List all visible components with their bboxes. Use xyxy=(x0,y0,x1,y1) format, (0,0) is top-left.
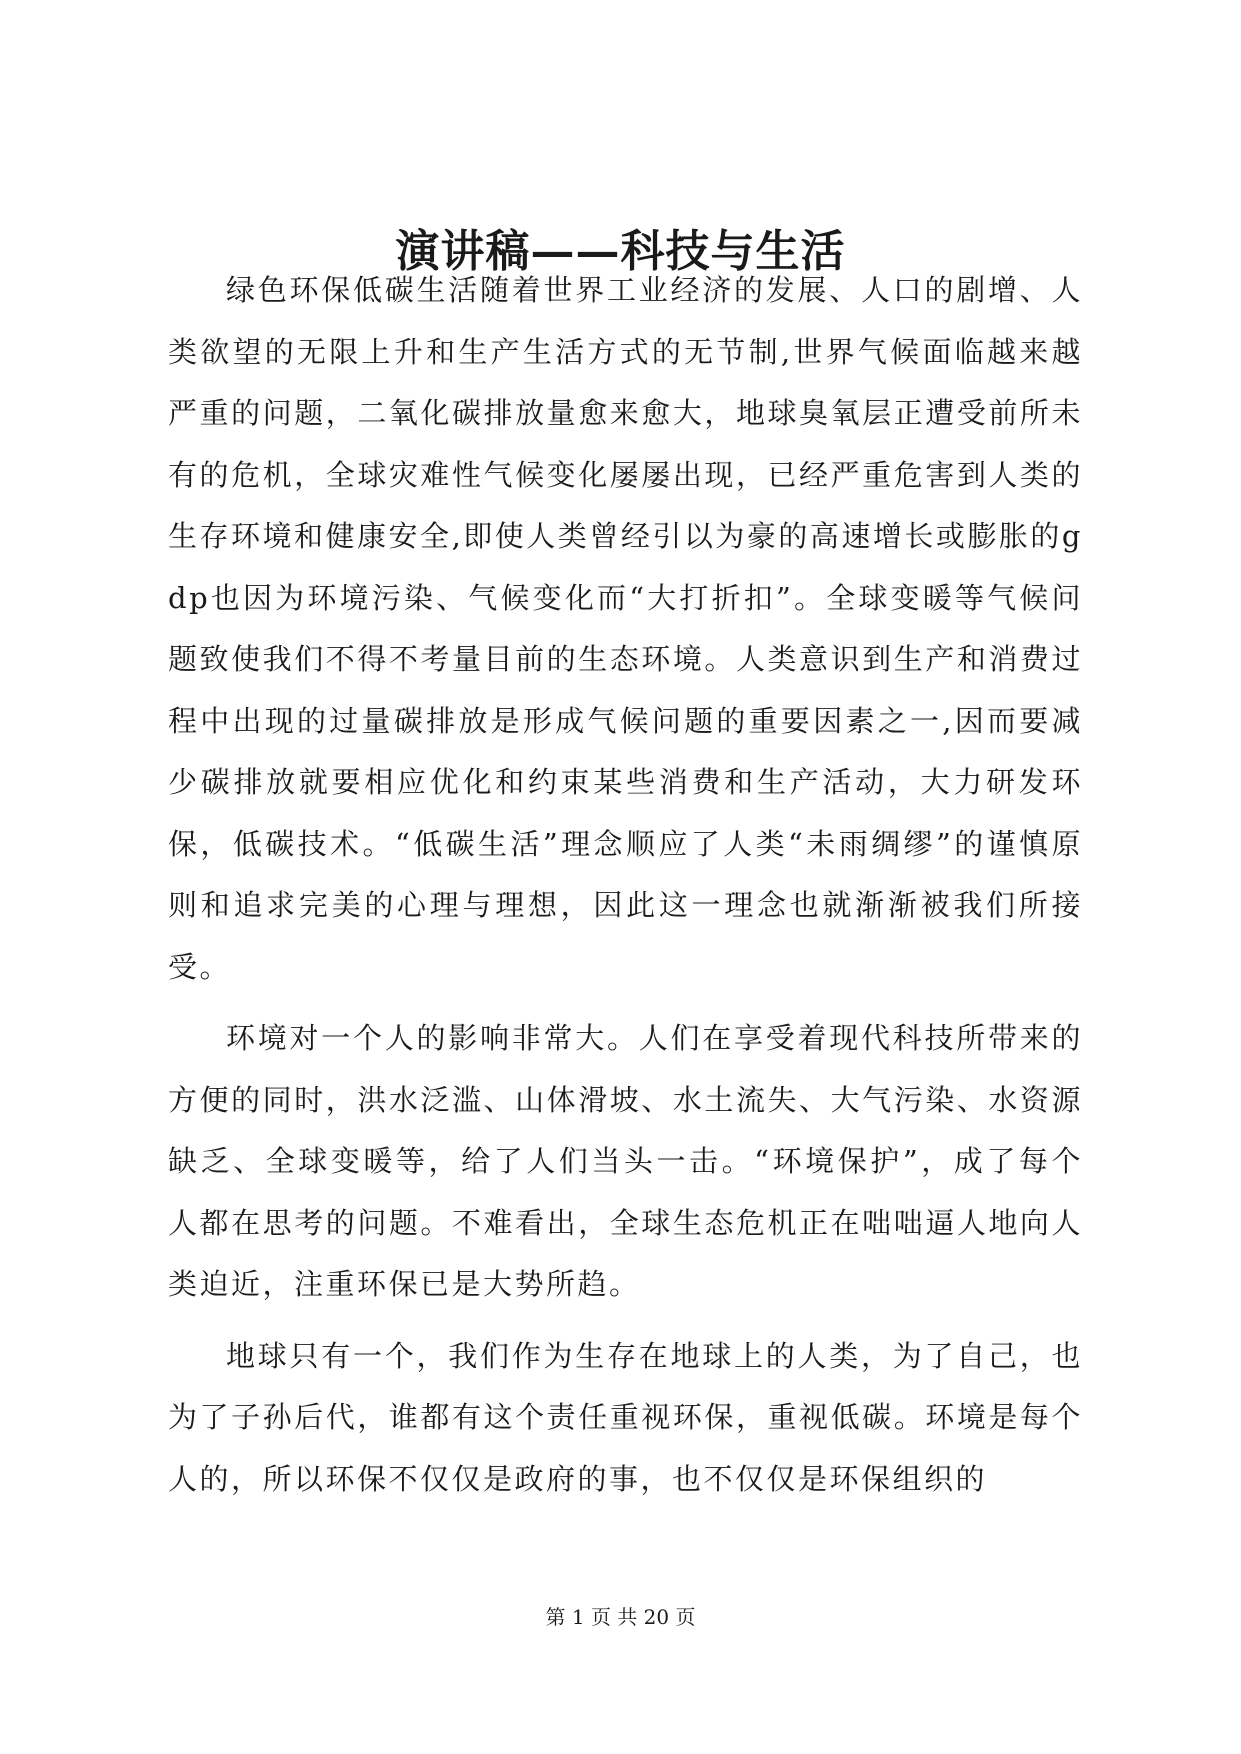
document-title: 演讲稿——科技与生活 xyxy=(395,226,846,277)
body-paragraph-1: 绿色环保低碳生活随着世界工业经济的发展、人口的剧增、人类欲望的无限上升和生产生活方式的无节制,世界气候面临越来越严重的问题，二氧化碳排放量愈来愈大，地球臭氧层正遭受前所未有的危机，全球灾难性气候变化屡屡出现，已经严重危害到人类的生存环境和健康安全,即使人类曾经引以为豪的高速增长或膨胀的gdp也因为环境污染、气候变化而“大打折扣”。全球变暖等气候问题致使我们不得不考量目前的生态环境。人类意识到生产和消费过程中出现的过量碳排放是形成气候问题的重要因素之一,因而要减少碳排放就要相应优化和约束某些消费和生产活动，大力研发环保，低碳技术。“低碳生活”理念顺应了人类“未雨绸缪”的谨慎原则和追求完美的心理与理想，因此这一理念也就渐渐被我们所接受。 xyxy=(168,273,1083,984)
body-paragraph-3: 地球只有一个，我们作为生存在地球上的人类，为了自己，也为了子孙后代，谁都有这个责任重视环保，重视低碳。环境是每个人的，所以环保不仅仅是政府的事，也不仅仅是环保组织的 xyxy=(168,1338,1083,1496)
page-footer: 第 1 页 共 20 页 xyxy=(545,1605,696,1629)
document-body xyxy=(168,260,1083,1510)
body-paragraph-2: 环境对一个人的影响非常大。人们在享受着现代科技所带来的方便的同时，洪水泛滥、山体滑坡、水土流失、大气污染、水资源缺乏、全球变暖等，给了人们当头一击。“环境保护”，成了每个人都在思考的问题。不难看出，全球生态危机正在咄咄逼人地向人类迫近，注重环保已是大势所趋。 xyxy=(168,1021,1083,1301)
